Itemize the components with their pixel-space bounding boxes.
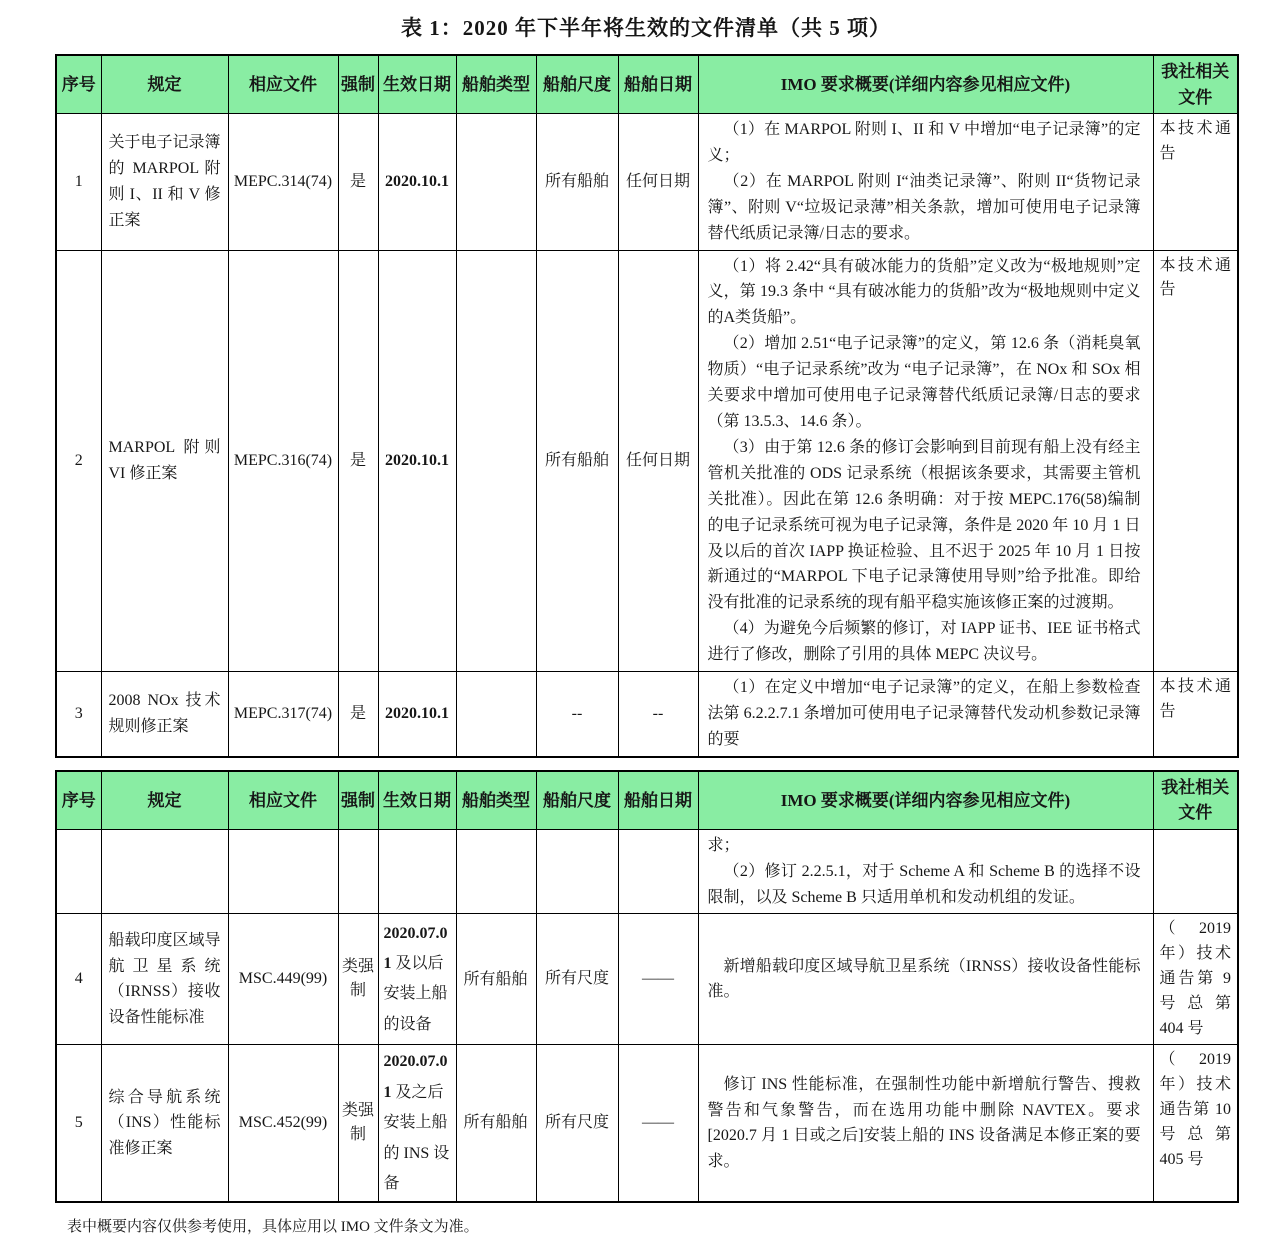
cell-no: 2 [56,250,101,672]
cell-regulation: 关于电子记录簿的 MARPOL 附则 I、II 和 V 修正案 [101,114,228,251]
cell-mandatory [338,829,378,914]
col-header-imo-summary: IMO 要求概要(详细内容参见相应文件) [698,771,1153,830]
table-row [56,672,1238,757]
col-header-related-docs: 我社相关文件 [1153,771,1238,830]
cell-ship-type [456,672,536,757]
col-header-regulation: 规定 [101,771,228,830]
cell-mandatory: 是 [338,114,378,251]
col-header-ship-date: 船舶日期 [618,771,698,830]
table-row [56,250,1238,672]
cell-related-docs: 本技术通告 [1153,672,1238,757]
cell-effective-date: 2020.10.1 [378,114,456,251]
col-header-ship-date: 船舶日期 [618,55,698,114]
cell-document: MEPC.316(74) [228,250,338,672]
cell-ship-type [456,114,536,251]
cell-ship-type [456,250,536,672]
cell-ship-size: 所有尺度 [536,1045,618,1202]
table-footnote: 表中概要内容仅供参考使用，具体应用以 IMO 文件条文为准。 [67,1219,479,1236]
cell-ship-size: 所有船舶 [536,250,618,672]
cell-ship-size: -- [536,672,618,757]
cell-document: MEPC.317(74) [228,672,338,757]
cell-ship-type [456,829,536,914]
cell-no: 1 [56,114,101,251]
col-header-effective-date: 生效日期 [378,771,456,830]
cell-imo-summary: 求； （2）修订 2.2.5.1，对于 Scheme A 和 Scheme B 的选择不设限制，以及 Scheme B 只适用单机和发动机组的发证。 [698,829,1153,914]
col-header-mandatory: 强制 [338,55,378,114]
table-row [56,1045,1238,1202]
cell-related-docs: 本技术通告 [1153,114,1238,251]
cell-ship-size: 所有尺度 [536,914,618,1045]
cell-mandatory: 是 [338,250,378,672]
cell-related-docs: 本技术通告 [1153,250,1238,672]
col-header-ship-type: 船舶类型 [456,55,536,114]
cell-imo-summary: （1）将 2.42“具有破冰能力的货船”定义改为“极地规则”定义，第 19.3 条中 “具有破冰能力的货船”改为“极地规则中定义的A类货船”。 （2）增加 2.51“电子记录簿”的定义，第 12.6 条（消耗臭氧物质）“电子记录系统”改为 “电子记录簿”，在 NOx 和 SOx 相关要求中增加可使用电子记录簿替代纸质记录簿/日志的要求（第 13.5.3、14.6 条）。 （3）由于第 12.6 条的修订会影响到目前现有船上没有经主管机关批准的 ODS 记录系统（根据该条要求，其需要主管机关批准）。因此在第 12.6 条明确：对于按 MEPC.176(58)编制的电子记录系统可视为电子记录簿，条件是 2020 年 10 月 1 日及以后的首次 IAPP 换证检验、且不迟于 2025 年 10 月 1 日按新通过的“MARPOL 下电子记录簿使用导则”给予批准。即给没有批准的记录系统的现有船平稳实施该修正案的过渡期。 （4）为避免今后频繁的修订，对 IAPP 证书、IEE 证书格式进行了修改，删除了引用的具体 MEPC 决议号。 [698,250,1153,672]
cell-effective-date [378,829,456,914]
cell-ship-size [536,829,618,914]
cell-ship-type: 所有船舶 [456,914,536,1045]
cell-effective-date: 2020.10.1 [378,250,456,672]
cell-mandatory: 类强制 [338,1045,378,1202]
cell-related-docs: （ 2019 年）技术通告第 9 号 总 第 404 号 [1153,914,1238,1045]
col-header-ship-size: 船舶尺度 [536,771,618,830]
cell-ship-date: —— [618,1045,698,1202]
col-header-related-docs: 我社相关文件 [1153,55,1238,114]
table-header [56,55,1238,114]
cell-no [56,829,101,914]
cell-effective-date: 2020.07.01 及之后安装上船的 INS 设备 [378,1045,456,1202]
col-header-no: 序号 [56,771,101,830]
cell-document: MSC.452(99) [228,1045,338,1202]
table-row-continuation [56,829,1238,914]
cell-mandatory: 是 [338,672,378,757]
cell-regulation: 综合导航系统（INS）性能标准修正案 [101,1045,228,1202]
col-header-regulation: 规定 [101,55,228,114]
col-header-effective-date: 生效日期 [378,55,456,114]
cell-no: 3 [56,672,101,757]
cell-related-docs: （ 2019 年）技术通告第 10 号 总 第 405 号 [1153,1045,1238,1202]
cell-effective-date: 2020.07.01 及以后安装上船的设备 [378,914,456,1045]
cell-ship-type: 所有船舶 [456,1045,536,1202]
cell-document: MEPC.314(74) [228,114,338,251]
cell-regulation: 船载印度区域导航卫星系统（IRNSS）接收设备性能标准 [101,914,228,1045]
cell-ship-date: 任何日期 [618,114,698,251]
cell-regulation [101,829,228,914]
col-header-imo-summary: IMO 要求概要(详细内容参见相应文件) [698,55,1153,114]
cell-ship-date: -- [618,672,698,757]
cell-no: 4 [56,914,101,1045]
page-title: 表 1：2020 年下半年将生效的文件清单（共 5 项） [401,16,891,40]
cell-regulation: MARPOL 附则 VI 修正案 [101,250,228,672]
cell-imo-summary: 修订 INS 性能标准，在强制性功能中新增航行警告、搜救警告和气象警告，而在选用功能中删除 NAVTEX。要求[2020.7 月 1 日或之后]安装上船的 INS 设备满足本修正案的要求。 [698,1045,1153,1202]
cell-no: 5 [56,1045,101,1202]
regulations-table-2 [55,770,1239,1204]
col-header-no: 序号 [56,55,101,114]
cell-mandatory: 类强制 [338,914,378,1045]
cell-ship-date: —— [618,914,698,1045]
table-header [56,771,1238,830]
cell-related-docs [1153,829,1238,914]
cell-ship-date: 任何日期 [618,250,698,672]
cell-document: MSC.449(99) [228,914,338,1045]
col-header-ship-size: 船舶尺度 [536,55,618,114]
cell-imo-summary: （1）在定义中增加“电子记录簿”的定义，在船上参数检查法第 6.2.2.7.1 条增加可使用电子记录簿替代发动机参数记录簿的要 [698,672,1153,757]
regulations-table-1 [55,54,1239,758]
cell-regulation: 2008 NOx 技术规则修正案 [101,672,228,757]
cell-imo-summary: （1）在 MARPOL 附则 I、II 和 V 中增加“电子记录簿”的定义； （2）在 MARPOL 附则 I“油类记录簿”、附则 II“货物记录簿”、附则 V“垃圾记录薄”相关条款，增加可使用电子记录簿替代纸质记录簿/日志的要求。 [698,114,1153,251]
cell-ship-size: 所有船舶 [536,114,618,251]
col-header-document: 相应文件 [228,771,338,830]
table-row [56,914,1238,1045]
cell-ship-date [618,829,698,914]
table-row [56,114,1238,251]
cell-imo-summary: 新增船载印度区域导航卫星系统（IRNSS）接收设备性能标准。 [698,914,1153,1045]
col-header-mandatory: 强制 [338,771,378,830]
col-header-ship-type: 船舶类型 [456,771,536,830]
cell-document [228,829,338,914]
cell-effective-date: 2020.10.1 [378,672,456,757]
col-header-document: 相应文件 [228,55,338,114]
